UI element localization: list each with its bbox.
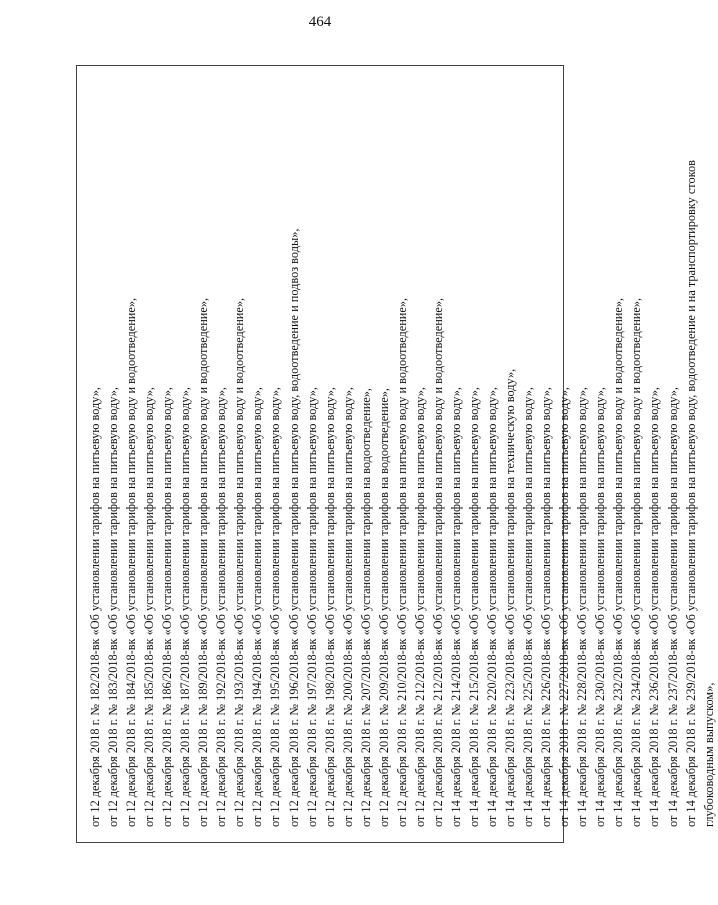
resolution-entry: от 12 декабря 2018 г. № 198/2018-вк «Об установлении тарифов на питьевую воду», [322,387,337,827]
resolution-entry: от 14 декабря 2018 г. № 237/2018-вк «Об установлении тарифов на питьевую воду», [665,387,680,827]
resolution-entry: от 14 декабря 2018 г. № 225/2018-вк «Об установлении тарифов на питьевую воду», [521,387,536,827]
resolution-entry: от 12 декабря 2018 г. № 192/2018-вк «Об установлении тарифов на питьевую воду», [214,387,229,827]
resolution-entry: от 14 декабря 2018 г. № 215/2018-вк «Об установлении тарифов на питьевую воду», [466,387,481,827]
resolution-entry: от 12 декабря 2018 г. № 200/2018-вк «Об установлении тарифов на питьевую воду», [340,387,355,827]
resolution-entry: от 12 декабря 2018 г. № 212/2018-вк «Об установлении тарифов на питьевую воду и водоотведение», [430,297,445,827]
resolution-entry: от 12 декабря 2018 г. № 209/2018-вк «Об установлении тарифов на водоотведение», [376,387,391,827]
resolution-entry: от 12 декабря 2018 г. № 187/2018-вк «Об установлении тарифов на питьевую воду», [178,387,193,827]
resolution-entry: от 14 декабря 2018 г. № 220/2018-вк «Об установлении тарифов на питьевую воду», [485,387,500,827]
resolution-entry: от 12 декабря 2018 г. № 193/2018-вк «Об установлении тарифов на питьевую воду и водоотведение», [232,297,247,827]
resolution-entry: от 12 декабря 2018 г. № 210/2018-вк «Об установлении тарифов на питьевую воду и водоотведение», [394,297,409,827]
resolution-entry: от 12 декабря 2018 г. № 207/2018-вк «Об установлении тарифов на водоотведение», [358,387,373,827]
resolution-entry: от 14 декабря 2018 г. № 223/2018-вк «Об установлении тарифов на техническую воду», [503,368,518,827]
resolution-entry: от 12 декабря 2018 г. № 189/2018-вк «Об установлении тарифов на питьевую воду и водоотведение», [196,297,211,827]
resolution-entry: от 12 декабря 2018 г. № 183/2018-вк «Об установлении тарифов на питьевую воду», [106,387,121,827]
resolution-entry: от 14 декабря 2018 г. № 226/2018-вк «Об установлении тарифов на питьевую воду», [539,387,554,827]
margin-mark [620,100,626,160]
resolution-entry: от 14 декабря 2018 г. № 227/2018-вк «Об установлении тарифов на питьевую воду», [557,387,572,827]
page-number: 464 [308,14,332,30]
resolution-entry: от 14 декабря 2018 г. № 214/2018-вк «Об установлении тарифов на питьевую воду», [448,387,463,827]
resolution-entry: от 12 декабря 2018 г. № 212/2018-вк «Об установлении тарифов на питьевую воду», [412,387,427,827]
resolution-list [76,65,716,843]
resolution-entry: от 14 декабря 2018 г. № 232/2018-вк «Об установлении тарифов на питьевую воду и водоотведение», [611,297,626,827]
resolution-entry: от 14 декабря 2018 г. № 234/2018-вк «Об установлении тарифов на питьевую воду и водоотведение», [629,297,644,827]
resolution-entry: от 12 декабря 2018 г. № 182/2018-вк «Об установлении тарифов на питьевую воду», [88,387,102,827]
resolution-entry-last-continuation: глубоководным выпуском», [701,682,716,827]
resolution-entry: от 12 декабря 2018 г. № 186/2018-вк «Об установлении тарифов на питьевую воду», [160,387,175,827]
resolution-entry: от 12 декабря 2018 г. № 197/2018-вк «Об установлении тарифов на питьевую воду», [304,387,319,827]
resolution-entry: от 12 декабря 2018 г. № 184/2018-вк «Об установлении тарифов на питьевую воду и водоотведение», [124,297,139,827]
resolution-entry: от 14 декабря 2018 г. № 228/2018-вк «Об установлении тарифов на питьевую воду», [575,387,590,827]
resolution-entry: от 14 декабря 2018 г. № 236/2018-вк «Об установлении тарифов на питьевую воду», [647,387,662,827]
resolution-entry: от 12 декабря 2018 г. № 194/2018-вк «Об установлении тарифов на питьевую воду», [250,387,265,827]
resolution-entry: от 12 декабря 2018 г. № 196/2018-вк «Об установлении тарифов на питьевую воду, водоотведение и подвоз воды», [286,228,301,827]
resolution-entry: от 14 декабря 2018 г. № 230/2018-вк «Об установлении тарифов на питьевую воду», [593,387,608,827]
resolution-entry: от 12 декабря 2018 г. № 185/2018-вк «Об установлении тарифов на питьевую воду», [142,387,157,827]
resolution-entry-last: от 14 декабря 2018 г. № 239/2018-вк «Об установлении тарифов на питьевую воду, водоотведение и на транспортировку стоков [683,160,698,827]
resolution-entry: от 12 декабря 2018 г. № 195/2018-вк «Об установлении тарифов на питьевую воду», [268,387,283,827]
